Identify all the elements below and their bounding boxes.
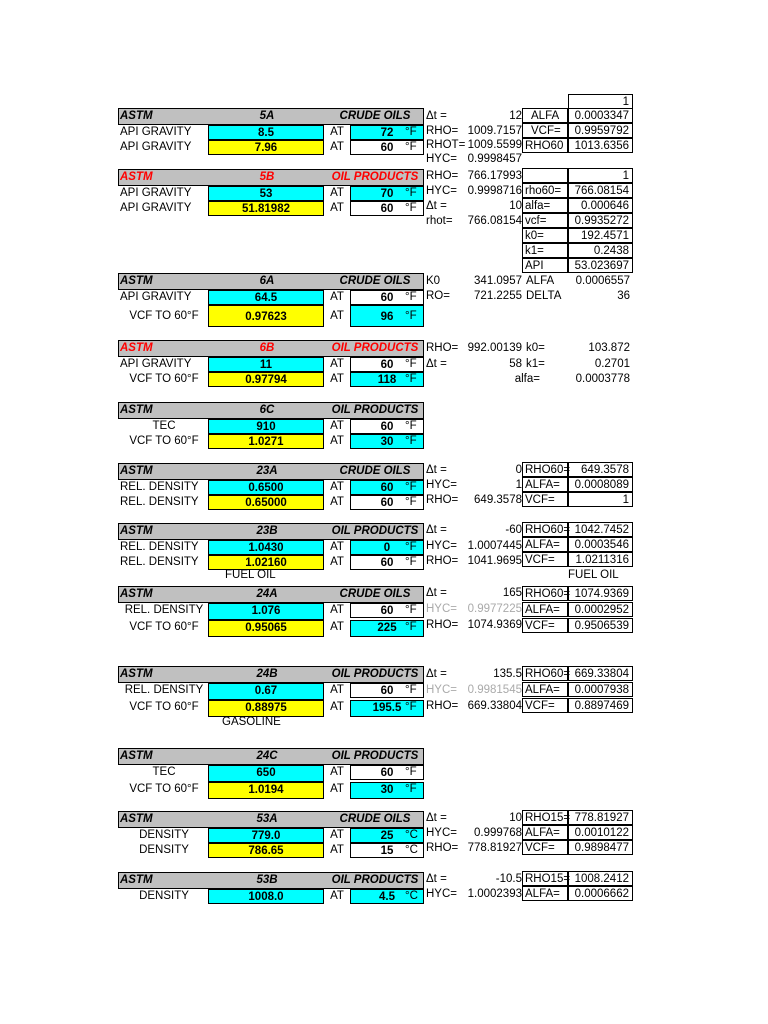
table-23a (118, 463, 424, 510)
value-hyc: 1 (515, 479, 522, 491)
table-code: 24A (256, 588, 278, 600)
label-dt: Δt = (426, 873, 447, 885)
value-hyc: 0.9981545 (467, 684, 522, 696)
note-gasoline: GASOLINE (222, 716, 281, 728)
result-value: 7.96 (208, 140, 324, 155)
at-label: AT (330, 435, 344, 447)
table-code: 6C (259, 404, 275, 416)
astm-label: ASTM (120, 171, 153, 183)
value-dt: 10 (509, 812, 522, 824)
label-alfa: ALFA= (522, 602, 568, 617)
value-alfa: 0.0007938 (568, 682, 633, 697)
astm-label: ASTM (120, 465, 153, 477)
unit-label: °F (405, 358, 417, 370)
label-vcf: VCF= (522, 492, 568, 507)
astm-label: ASTM (120, 110, 153, 122)
label-alfa: alfa= (514, 373, 540, 385)
label-rho60: RHO60= (522, 666, 568, 681)
value-delta: 36 (617, 290, 630, 302)
at-label: AT (330, 291, 344, 303)
row-label: VCF TO 60°F (129, 701, 199, 713)
unit-label: °F (405, 783, 417, 795)
value-ro: 721.2255 (474, 290, 522, 302)
input-value[interactable]: 1008.0 (208, 889, 324, 904)
table-code: 53B (256, 874, 278, 886)
label-alfa: alfa= (522, 198, 568, 213)
label-alfa: ALFA= (522, 682, 568, 697)
row-label: REL. DENSITY (120, 481, 199, 493)
value-hyc: 0.9998716 (467, 185, 522, 197)
label-rho60: RHO60 (522, 138, 568, 153)
table-category: OIL PRODUCTS (331, 342, 419, 354)
note-fuel-oil-right: FUEL OIL (568, 569, 619, 581)
value-rho: 992.00139 (467, 342, 522, 354)
table-code: 23B (256, 525, 278, 537)
label-rho: RHO= (426, 700, 459, 712)
table-category: CRUDE OILS (339, 110, 411, 122)
label-k0: K0 (426, 275, 441, 287)
result-value: 0.97794 (208, 372, 324, 387)
row-label: API GRAVITY (120, 141, 192, 153)
astm-label: ASTM (120, 525, 153, 537)
at-label: AT (330, 621, 344, 633)
value-alfa: 0.0003778 (575, 373, 630, 385)
table-category: CRUDE OILS (339, 813, 411, 825)
value-vcf: 1 (568, 492, 633, 507)
temperature-input[interactable]: 30 (350, 782, 424, 799)
at-label: AT (330, 496, 344, 508)
unit-label: °F (405, 126, 417, 138)
label-dt: Δt = (426, 524, 447, 536)
label-alfa: ALFA (526, 275, 555, 287)
value-dt: 135.5 (493, 668, 522, 680)
blank-cell (522, 168, 568, 183)
top-cell: 1 (568, 94, 633, 109)
row-label: REL. DENSITY (124, 604, 204, 616)
label-hyc: HYC= (426, 888, 457, 900)
value-dt: -60 (505, 524, 522, 536)
label-rho60: rho60= (522, 183, 568, 198)
label-rho: RHO= (426, 619, 459, 631)
unit-label: °F (405, 291, 417, 303)
label-alfa: ALFA= (522, 477, 568, 492)
unit-label: °F (405, 420, 417, 432)
at-label: AT (330, 126, 344, 138)
table-category: CRUDE OILS (339, 465, 411, 477)
value-dt: -10.5 (495, 873, 522, 885)
astm-label: ASTM (120, 874, 153, 886)
label-hyc: HYC= (426, 185, 457, 197)
label-hyc: HYC= (426, 153, 457, 165)
value-k0: 192.4571 (568, 228, 633, 243)
label-delta: DELTA (526, 290, 562, 302)
value-dt: 10 (509, 200, 522, 212)
value-rho15: 1008.2412 (568, 871, 633, 886)
table-6a (118, 273, 424, 327)
input-value[interactable]: 1.076 (208, 603, 324, 620)
input-value[interactable]: 650 (208, 765, 324, 782)
at-label: AT (330, 481, 344, 493)
input-value[interactable]: 53 (208, 186, 324, 201)
table-24a (118, 586, 424, 637)
table-code: 23A (256, 465, 278, 477)
row-label: TEC (152, 420, 176, 432)
row-label: DENSITY (139, 890, 189, 902)
label-rho60: RHO60= (522, 522, 568, 537)
table-23b (118, 523, 424, 570)
at-label: AT (330, 310, 344, 322)
label-rho: RHO= (426, 125, 459, 137)
label-rho: RHO= (426, 842, 459, 854)
at-label: AT (330, 684, 344, 696)
value-dt: 0 (515, 464, 522, 476)
at-label: AT (330, 829, 344, 841)
at-label: AT (330, 358, 344, 370)
table-6b (118, 340, 424, 387)
table-53b (118, 872, 424, 904)
temperature-input[interactable]: 4.5 (350, 889, 424, 904)
label-dt: Δt = (426, 358, 447, 370)
table-category: CRUDE OILS (339, 275, 411, 287)
label-vcf: VCF= (522, 552, 568, 567)
label-rhot: RHOT= (426, 139, 466, 151)
astm-label: ASTM (120, 668, 153, 680)
label-hyc: HYC= (426, 540, 457, 552)
value-vcf: 0.8897469 (568, 698, 633, 713)
unit-label: °F (405, 496, 417, 508)
label-dt: Δt = (426, 200, 447, 212)
unit-label: °F (405, 684, 417, 696)
value-rho: 669.33804 (467, 700, 522, 712)
row-label: API GRAVITY (120, 202, 192, 214)
input-value[interactable]: 0.6500 (208, 480, 324, 495)
at-label: AT (330, 890, 344, 902)
value-rho: 649.3578 (474, 494, 522, 506)
unit-label: °C (405, 890, 418, 902)
table-5a (118, 108, 424, 155)
value-k1: 0.2701 (594, 358, 630, 370)
base-temperature: 60 (350, 419, 424, 434)
table-category: OIL PRODUCTS (331, 874, 419, 886)
row-label: API GRAVITY (120, 187, 192, 199)
label-vcf: VCF= (522, 698, 568, 713)
result-value: 51.81982 (208, 201, 324, 216)
value-rhot: 1009.5599 (467, 139, 522, 151)
input-value[interactable]: 0.67 (208, 683, 324, 700)
value-k0: 341.0957 (474, 275, 522, 287)
temperature-input[interactable]: 25 (350, 828, 424, 843)
table-code: 5A (259, 110, 275, 122)
unit-label: °F (405, 556, 417, 568)
table-53a (118, 811, 424, 858)
table-6c (118, 402, 424, 449)
row-label: REL. DENSITY (120, 541, 199, 553)
value-api: 53.023697 (568, 258, 633, 273)
astm-label: ASTM (120, 404, 153, 416)
value-k1: 0.2438 (568, 243, 633, 258)
value-vcf: 0.9898477 (568, 840, 633, 855)
value-rho60: 1042.7452 (568, 522, 633, 537)
temperature-input[interactable]: 30 (350, 434, 424, 449)
label-alfa: ALFA= (522, 825, 568, 840)
row-label: API GRAVITY (120, 358, 192, 370)
table-category: OIL PRODUCTS (331, 750, 419, 762)
at-label: AT (330, 844, 344, 856)
label-k1: k1= (526, 358, 545, 370)
table-category: OIL PRODUCTS (331, 404, 419, 416)
result-value: 0.88975 (208, 700, 324, 717)
row-label: REL. DENSITY (124, 684, 204, 696)
value-alfa: 0.0003347 (568, 108, 633, 123)
temperature-input[interactable]: 0 (350, 540, 424, 555)
unit-label: °F (405, 202, 417, 214)
input-value[interactable]: 8.5 (208, 125, 324, 140)
value-k0: 103.872 (588, 342, 630, 354)
unit-label: °F (405, 141, 417, 153)
astm-label: ASTM (120, 275, 153, 287)
value-rho60: 649.3578 (568, 462, 633, 477)
label-rho60: RHO60= (522, 586, 568, 601)
label-dt: Δt = (426, 668, 447, 680)
temperature-input[interactable]: 195.5 (350, 700, 424, 717)
label-k1: k1= (522, 243, 568, 258)
row-label: TEC (152, 766, 176, 778)
label-hyc: HYC= (426, 603, 457, 615)
input-value[interactable]: 11 (208, 357, 324, 372)
base-temperature: 60 (350, 357, 424, 372)
value-vcf: 1.0211316 (568, 552, 633, 567)
row-label: DENSITY (139, 829, 189, 841)
value-alfa: 0.0006662 (568, 886, 633, 901)
value-rho: 766.17993 (467, 170, 522, 182)
row-label: VCF TO 60°F (129, 310, 199, 322)
temperature-input[interactable]: 96 (350, 305, 424, 327)
label-vcf: vcf= (522, 213, 568, 228)
table-code: 24B (256, 668, 278, 680)
label-rho: RHO= (426, 494, 459, 506)
value-rho60: 1013.6356 (568, 138, 633, 153)
label-vcf: VCF= (522, 618, 568, 633)
unit-label: °C (405, 829, 418, 841)
value-vcf: 0.9935272 (568, 213, 633, 228)
label-hyc: HYC= (426, 684, 457, 696)
at-label: AT (330, 783, 344, 795)
astm-label: ASTM (120, 750, 153, 762)
row-label: VCF TO 60°F (129, 435, 199, 447)
table-category: OIL PRODUCTS (331, 525, 419, 537)
label-dt: Δt = (426, 464, 447, 476)
label-dt: Δt = (426, 812, 447, 824)
at-label: AT (330, 556, 344, 568)
unit-label: °F (405, 481, 417, 493)
astm-label: ASTM (120, 588, 153, 600)
value-alfa: 0.0006557 (575, 275, 630, 287)
value-rho60: 1074.9369 (568, 586, 633, 601)
row-label: REL. DENSITY (120, 556, 199, 568)
at-label: AT (330, 541, 344, 553)
label-rhot: rhot= (426, 215, 453, 227)
table-category: OIL PRODUCTS (331, 171, 419, 183)
astm-label: ASTM (120, 342, 153, 354)
result-value: 0.97623 (208, 305, 324, 327)
label-ro: RO= (426, 290, 450, 302)
temperature-input[interactable]: 225 (350, 620, 424, 637)
at-label: AT (330, 701, 344, 713)
label-rho: RHO= (426, 170, 459, 182)
base-temperature: 60 (350, 201, 424, 216)
base-temperature: 15 (350, 843, 424, 858)
at-label: AT (330, 373, 344, 385)
value-rho: 1041.9695 (467, 555, 522, 567)
label-api: API (522, 258, 568, 273)
label-k0: k0= (522, 228, 568, 243)
value-alfa: 0.0010122 (568, 825, 633, 840)
value-alfa: 0.0003546 (568, 537, 633, 552)
value-rho15: 778.81927 (568, 810, 633, 825)
table-5b (118, 169, 424, 216)
value-dt: 12 (509, 110, 522, 122)
value-rho: 778.81927 (467, 842, 522, 854)
label-rho60: RHO60= (522, 462, 568, 477)
value-vcf: 0.9506539 (568, 618, 633, 633)
temperature-input[interactable]: 70 (350, 186, 424, 201)
value-hyc: 0.9977225 (467, 603, 522, 615)
at-label: AT (330, 766, 344, 778)
value-top: 1 (568, 168, 633, 183)
label-vcf: VCF= (522, 123, 568, 138)
value-hyc: 1.0002393 (467, 888, 522, 900)
value-hyc: 0.9998457 (467, 153, 522, 165)
table-code: 24C (256, 750, 278, 762)
label-dt: Δt = (426, 587, 447, 599)
value-hyc: 0.999768 (474, 827, 522, 839)
unit-label: °F (405, 701, 417, 713)
label-vcf: VCF= (522, 840, 568, 855)
input-value[interactable]: 779.0 (208, 828, 324, 843)
label-alfa: ALFA= (522, 886, 568, 901)
value-hyc: 1.0007445 (467, 540, 522, 552)
input-value[interactable]: 1.0430 (208, 540, 324, 555)
value-alfa: 0.000646 (568, 198, 633, 213)
unit-label: °F (405, 766, 417, 778)
table-24b (118, 666, 424, 717)
base-temperature: 60 (350, 555, 424, 570)
result-value: 1.02160 (208, 555, 324, 570)
input-value[interactable]: 910 (208, 419, 324, 434)
temperature-input[interactable]: 60 (350, 480, 424, 495)
unit-label: °F (405, 604, 417, 616)
label-hyc: HYC= (426, 479, 457, 491)
base-temperature: 60 (350, 140, 424, 155)
base-temperature: 60 (350, 603, 424, 618)
table-code: 6A (259, 275, 275, 287)
value-dt: 165 (502, 587, 522, 599)
at-label: AT (330, 420, 344, 432)
row-label: VCF TO 60°F (129, 783, 199, 795)
row-label: DENSITY (139, 844, 189, 856)
value-alfa: 0.0008089 (568, 477, 633, 492)
label-rho15: RHO15= (522, 871, 568, 886)
label-k0: k0= (526, 342, 545, 354)
value-vcf: 0.9959792 (568, 123, 633, 138)
unit-label: °F (405, 187, 417, 199)
note-fuel-oil: FUEL OIL (225, 569, 276, 581)
unit-label: °F (405, 310, 417, 322)
unit-label: °F (405, 435, 417, 447)
base-temperature: 60 (350, 765, 424, 780)
unit-label: °F (405, 373, 417, 385)
value-alfa: 0.0002952 (568, 602, 633, 617)
row-label: REL. DENSITY (120, 496, 199, 508)
table-category: CRUDE OILS (339, 588, 411, 600)
table-code: 6B (259, 342, 275, 354)
base-temperature: 60 (350, 495, 424, 510)
row-label: API GRAVITY (120, 291, 192, 303)
row-label: VCF TO 60°F (129, 621, 199, 633)
temperature-input[interactable]: 72 (350, 125, 424, 140)
value-dt: 58 (509, 358, 522, 370)
temperature-input[interactable]: 118 (350, 372, 424, 387)
row-label: VCF TO 60°F (129, 373, 199, 385)
input-value[interactable]: 64.5 (208, 290, 324, 305)
result-value: 1.0194 (208, 782, 324, 799)
value-rho: 1074.9369 (467, 619, 522, 631)
label-hyc: HYC= (426, 827, 457, 839)
result-value: 1.0271 (208, 434, 324, 449)
astm-label: ASTM (120, 813, 153, 825)
table-category: OIL PRODUCTS (331, 668, 419, 680)
at-label: AT (330, 187, 344, 199)
label-alfa: ALFA= (522, 537, 568, 552)
result-value: 0.65000 (208, 495, 324, 510)
label-alfa: ALFA (522, 108, 568, 123)
label-dt: Δt = (426, 110, 447, 122)
table-code: 5B (259, 171, 275, 183)
base-temperature: 60 (350, 290, 424, 305)
table-24c (118, 748, 424, 799)
result-value: 0.95065 (208, 620, 324, 637)
label-rho: RHO= (426, 555, 459, 567)
at-label: AT (330, 202, 344, 214)
row-label: API GRAVITY (120, 126, 192, 138)
value-rho60: 669.33804 (568, 666, 633, 681)
label-rho15: RHO15= (522, 810, 568, 825)
unit-label: °C (405, 844, 418, 856)
unit-label: °F (405, 621, 417, 633)
base-temperature: 60 (350, 683, 424, 698)
result-value: 786.65 (208, 843, 324, 858)
table-code: 53A (256, 813, 278, 825)
value-rho: 1009.7157 (467, 125, 522, 137)
label-rho: RHO= (426, 342, 459, 354)
value-rhot: 766.08154 (467, 215, 522, 227)
value-rho60: 766.08154 (568, 183, 633, 198)
at-label: AT (330, 604, 344, 616)
unit-label: °F (405, 541, 417, 553)
at-label: AT (330, 141, 344, 153)
